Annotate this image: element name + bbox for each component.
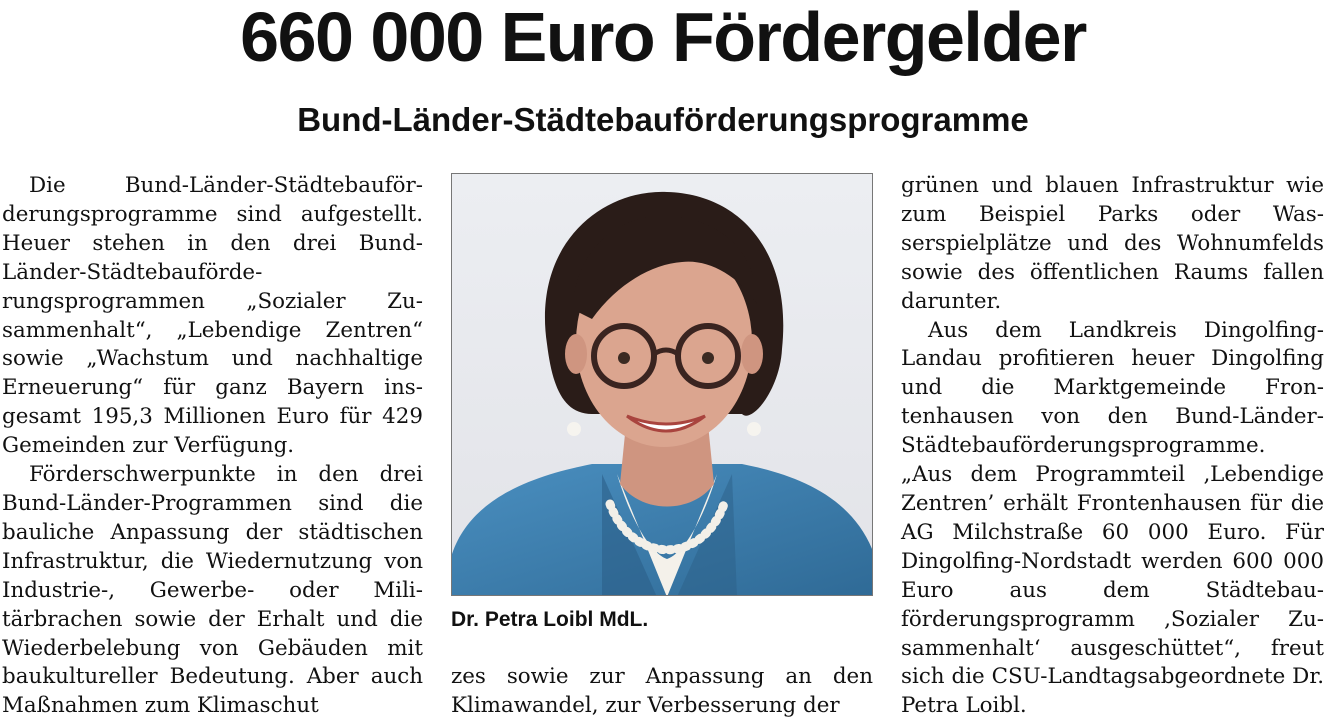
paragraph: Die Bund-Länder-Städtebauförderungsprogramme sind aufgestellt. Heuer stehen in den drei Bund-Länder-Städtebauförderungsprogrammen „Sozialer Zusammenhalt“, „Lebendige Zentren“ sowie „Wachstum und nachhaltige Erneuerung“ für ganz Bayern insgesamt 195,3 Millionen Euro für 429 Gemeinden zur Verfügung. xyxy=(2,173,423,459)
photo-caption: Dr. Petra Loibl MdL. xyxy=(451,608,649,631)
paragraph: grünen und blauen Infrastruktur wie zum Beispiel Parks oder Wasserspielplätze und des Wohnumfelds sowie des öffentlichen Raums fallen darunter. xyxy=(901,173,1324,314)
column-2 xyxy=(451,663,873,721)
column-3 xyxy=(901,172,1324,721)
portrait-illustration xyxy=(452,174,873,596)
paragraph: Förderschwerpunkte in den drei Bund-Länder-Programmen sind die bauliche Anpassung der städtischen Infrastruktur, die Wiedernutzung von Industrie-, Gewerbe- oder Militärbrachen sowie der Erhalt und die Wiederbelebung von Gebäuden mit baukultureller Bedeutung. Aber auch Maßnahmen zum Klimaschut xyxy=(2,462,423,719)
paragraph: zes sowie zur Anpassung an den Klimawandel, zur Verbesserung der xyxy=(451,664,873,718)
subheadline: Bund-Länder-Städtebauförderungsprogramme xyxy=(297,101,1029,138)
portrait-photo xyxy=(451,173,873,596)
column-1 xyxy=(2,172,423,721)
paragraph: Aus dem Landkreis Dingolfing-Landau profitieren heuer Dingolfing und die Marktgemeinde Frontenhausen von den Bund-Länder-Städtebauförderungsprogramme. xyxy=(901,317,1324,459)
paragraph: „Aus dem Programmteil ‚Lebendige Zentren’ erhält Frontenhausen für die AG Milchstraße 60 000 Euro. Für Dingolfing-Nordstadt werden 600 000 Euro aus dem Städtebauförderungsprogramm ‚Sozialer Zusammenhalt‘ ausgeschüttet“, freut sich die CSU-Landtagsabgeordnete Dr. Petra Loibl. xyxy=(901,462,1324,719)
headline: 660 000 Euro Fördergelder xyxy=(240,0,1086,76)
